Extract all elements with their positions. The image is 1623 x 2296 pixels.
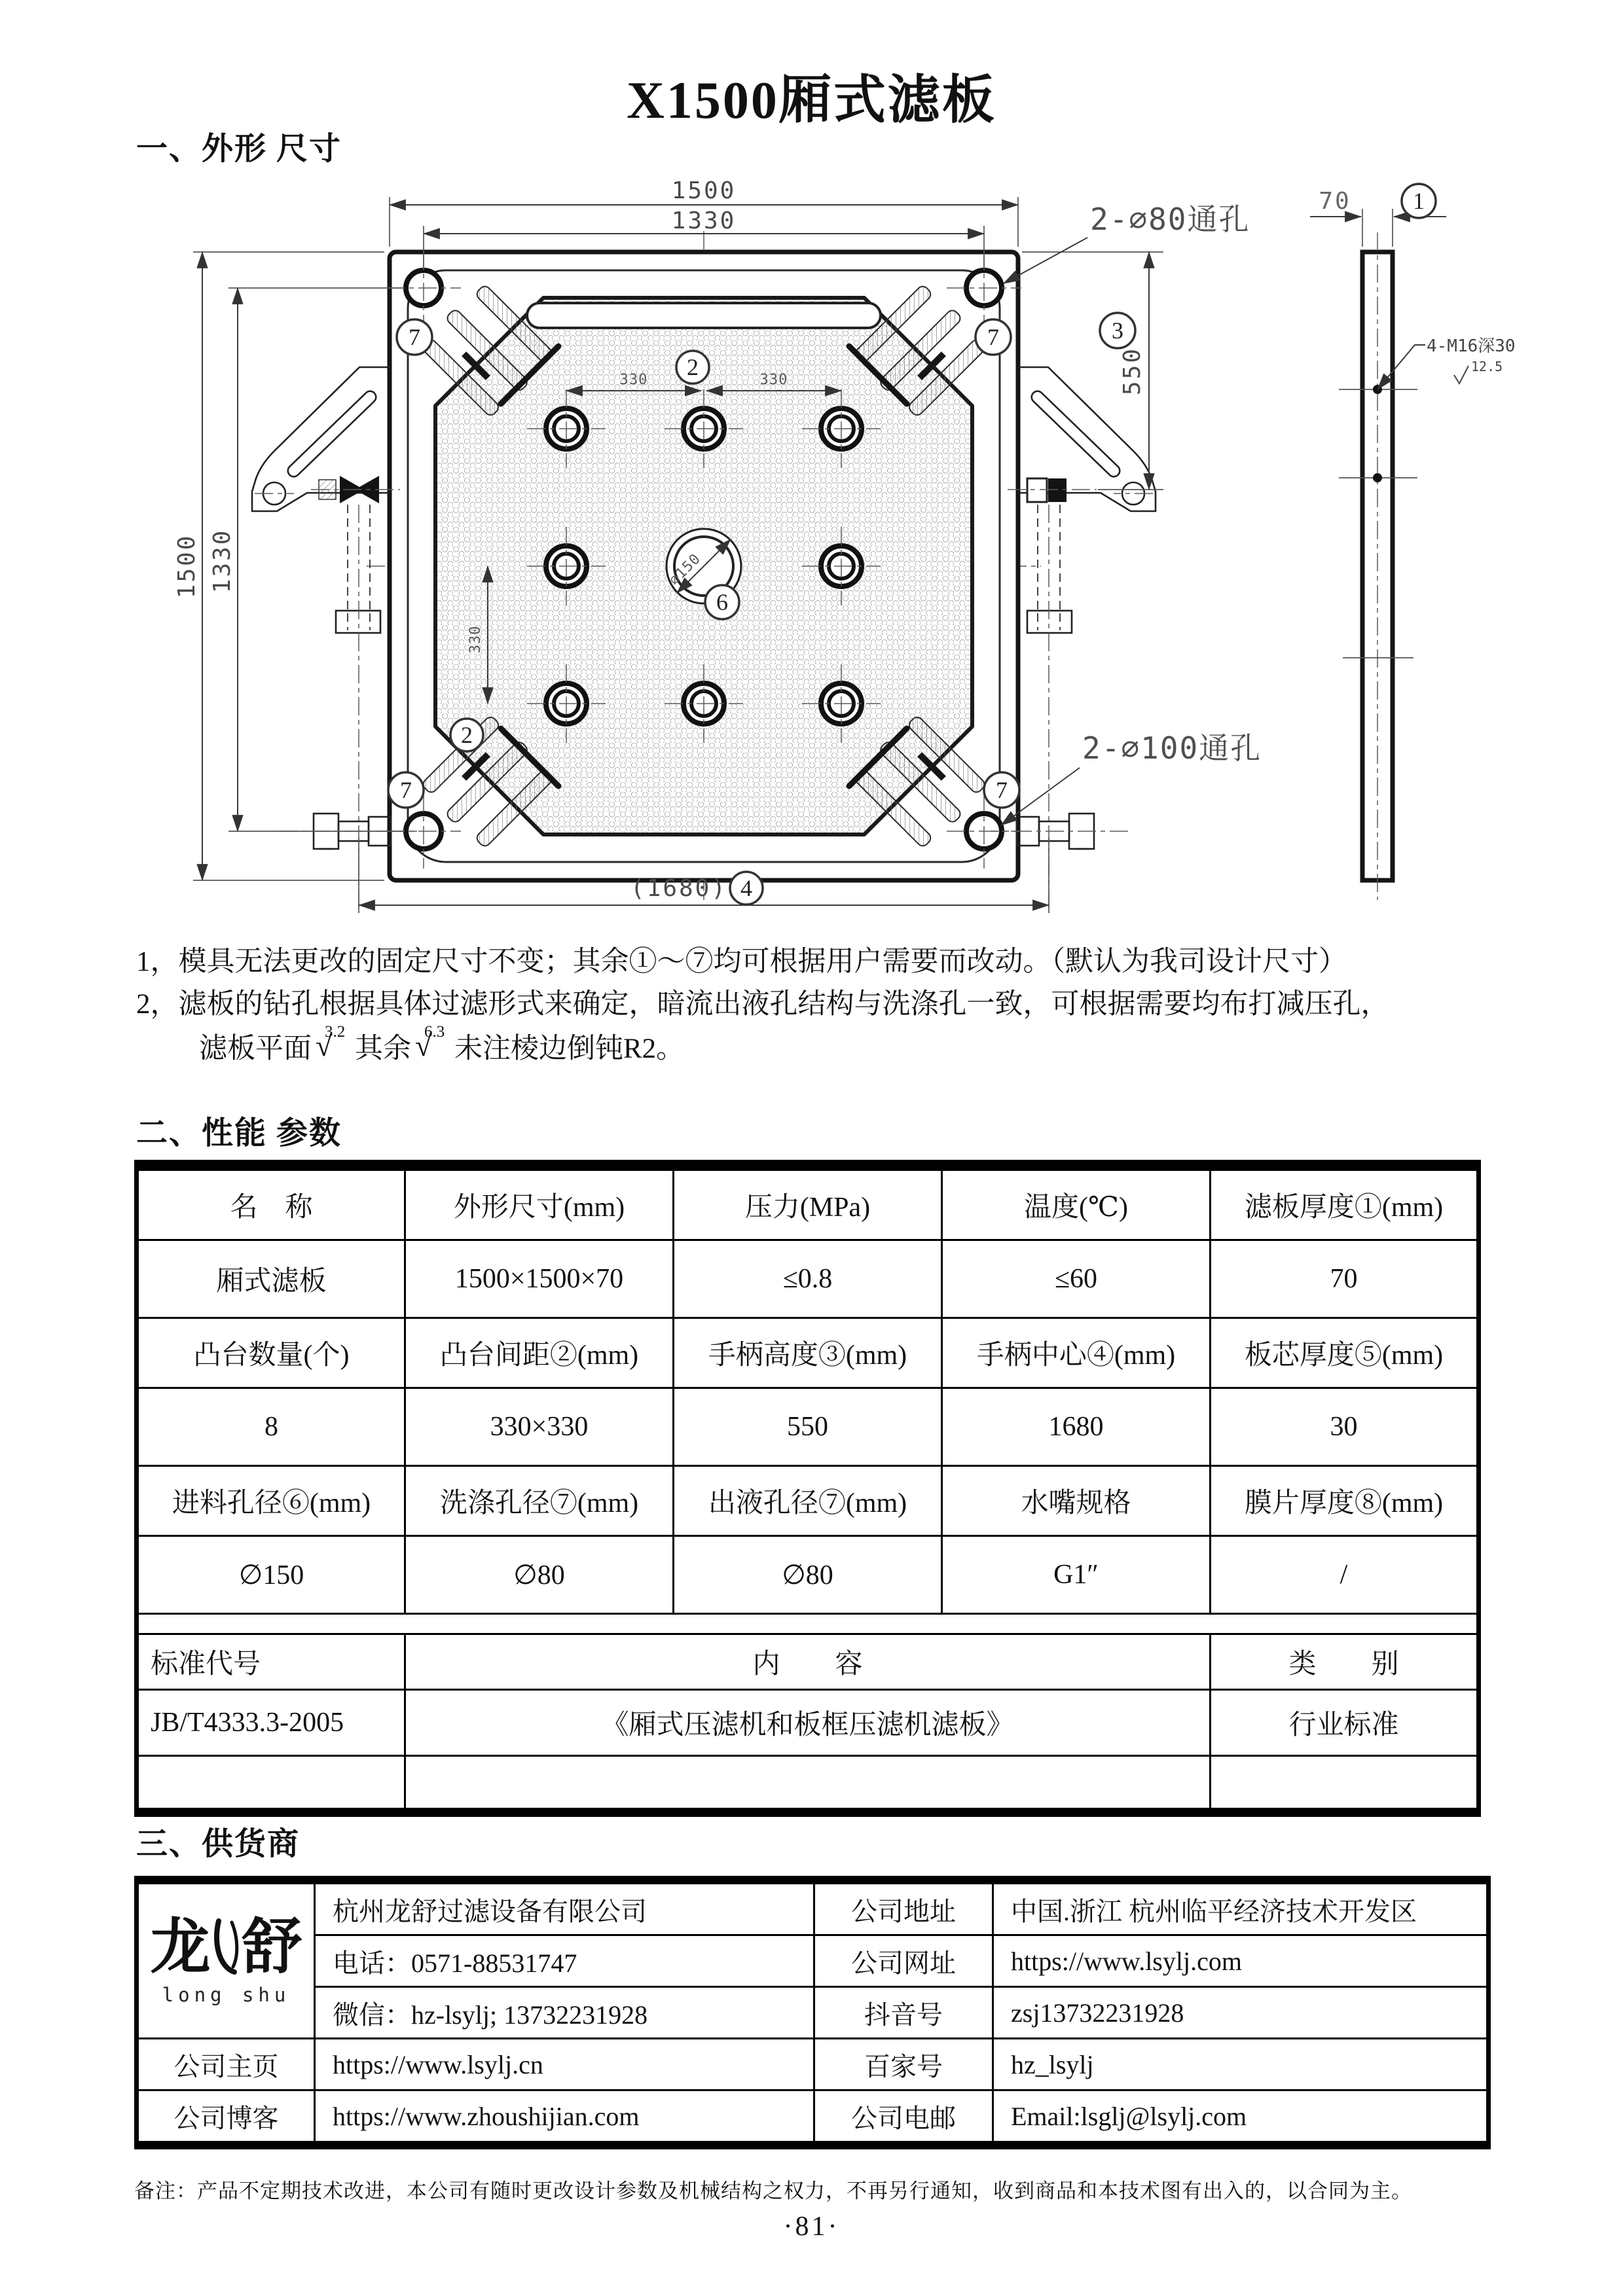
svg-text:2-∅80通孔: 2-∅80通孔: [1090, 202, 1250, 237]
param-header-cell: 凸台间距②(mm): [405, 1318, 674, 1388]
svg-text:2: 2: [687, 354, 699, 380]
svg-text:550: 550: [1119, 346, 1146, 396]
param-header-cell: 水嘴规格: [942, 1466, 1211, 1536]
svg-text:2: 2: [461, 722, 473, 748]
param-header-cell: 洗涤孔径⑦(mm): [405, 1466, 674, 1536]
table-row: [137, 2090, 1489, 2145]
supplier-table: [134, 1876, 1491, 2149]
logo-swoosh-icon: [212, 1916, 241, 1979]
param-value-cell: 8: [137, 1388, 405, 1466]
svg-text:330: 330: [619, 372, 648, 388]
value-blog: https://www.zhoushijian.com: [315, 2090, 814, 2145]
svg-text:7: 7: [409, 324, 420, 350]
svg-text:4-M16深30: 4-M16深30: [1427, 336, 1516, 356]
roughness-symbol-63: 6.3 √: [415, 1023, 445, 1062]
standard-code-header: 标准代号: [137, 1634, 405, 1690]
svg-text:(1680): (1680): [630, 875, 728, 902]
table-row: [137, 2039, 1489, 2090]
logo-char-shu: 舒: [242, 1914, 302, 1981]
note-line-3: 滤板平面 3.2 √ 其余 6.3 √ 未注棱边倒钝R2。: [199, 1023, 685, 1064]
section-heading-dimensions: 一、外形 尺寸: [136, 132, 342, 166]
svg-text:6: 6: [716, 589, 728, 615]
param-header-cell: 滤板厚度①(mm): [1211, 1166, 1479, 1240]
callout-holes-100: [1001, 730, 1262, 825]
label-homepage: 公司主页: [137, 2039, 315, 2090]
table-row: [137, 1634, 1479, 1690]
note-line-2: 2，滤板的钻孔根据具体过滤形式来确定，暗流出液孔结构与洗涤孔一致，可根据需要均布打减压孔，: [136, 988, 1389, 1020]
param-header-cell: 名 称: [137, 1166, 405, 1240]
company-logo: [137, 1880, 315, 2039]
svg-text:12.5: 12.5: [1471, 359, 1503, 374]
company-name: 杭州龙舒过滤设备有限公司: [315, 1880, 814, 1935]
dim-thickness-70: [1310, 184, 1446, 247]
label-address: 公司地址: [814, 1880, 993, 1935]
note-line-1: 1，模具无法更改的固定尺寸不变；其余①～⑦均可根据用户需要而改动。（默认为我司设计尺寸）: [136, 946, 1347, 977]
svg-text:2-∅100通孔: 2-∅100通孔: [1082, 730, 1262, 766]
plan-view: [173, 177, 1262, 913]
section-heading-parameters: 二、性能 参数: [136, 1116, 342, 1151]
dim-right-550: [1022, 252, 1163, 490]
logo-latin: long shu: [162, 1984, 291, 2006]
page-title: X1500厢式滤板: [627, 72, 996, 130]
company-phone: 电话：0571-88531747: [315, 1935, 814, 1987]
param-value-cell: 70: [1211, 1240, 1479, 1318]
table-row: [137, 1880, 1489, 1935]
param-value-cell: G1″: [942, 1536, 1211, 1614]
param-value-cell: 550: [674, 1388, 942, 1466]
param-header-cell: 手柄中心④(mm): [942, 1318, 1211, 1388]
value-douyin: zsj13732231928: [993, 1987, 1489, 2039]
balloon-4: 4: [740, 875, 752, 901]
company-wechat: 微信：hz-lsylj; 13732231928: [315, 1987, 814, 2039]
param-header-cell: 压力(MPa): [674, 1166, 942, 1240]
param-value-cell: ≤0.8: [674, 1240, 942, 1318]
svg-text:7: 7: [987, 324, 999, 350]
standard-content-header: 内 容: [405, 1634, 1211, 1690]
standard-code-value: JB/T4333.3-2005: [137, 1690, 405, 1756]
param-value-cell: 1500×1500×70: [405, 1240, 674, 1318]
top-channel-slot: [527, 303, 881, 328]
filter-plate-drawing: [108, 173, 1516, 913]
empty-row: [137, 1756, 1479, 1813]
dim-left-1330: [209, 288, 404, 831]
param-value-cell: /: [1211, 1536, 1479, 1614]
separator-row: [137, 1614, 1479, 1634]
param-value-cell: ∅80: [674, 1536, 942, 1614]
callout-holes-80: [1004, 202, 1250, 283]
page-number: ·81·: [783, 2212, 840, 2242]
callout-tap-holes: [1377, 336, 1516, 389]
param-value-cell: 330×330: [405, 1388, 674, 1466]
svg-text:70: 70: [1319, 188, 1351, 215]
param-value-cell: ≤60: [942, 1240, 1211, 1318]
svg-text:1500: 1500: [173, 533, 200, 599]
value-homepage: https://www.lsylj.cn: [315, 2039, 814, 2090]
value-email: Email:lsglj@lsylj.com: [993, 2090, 1489, 2145]
svg-text:1500: 1500: [671, 177, 737, 204]
balloon-3: 3: [1112, 317, 1123, 344]
dim-left-1500: [173, 252, 384, 880]
param-value-cell: 1680: [942, 1388, 1211, 1466]
param-value-cell: ∅80: [405, 1536, 674, 1614]
balloon-1: 1: [1413, 188, 1425, 214]
table-row: [137, 1166, 1479, 1240]
label-email: 公司电邮: [814, 2090, 993, 2145]
table-row: [137, 1240, 1479, 1318]
param-value-cell: 厢式滤板: [137, 1240, 405, 1318]
param-header-cell: 温度(℃): [942, 1166, 1211, 1240]
svg-text:1330: 1330: [671, 207, 737, 234]
table-row: [137, 1466, 1479, 1536]
footnote: 备注：产品不定期技术改进，本公司有随时更改设计参数及机械结构之权力，不再另行通知，收到商品和本技术图有出入的，以合同为主。: [134, 2179, 1412, 2202]
param-header-cell: 进料孔径⑥(mm): [137, 1466, 405, 1536]
value-baijiahao: hz_lsylj: [993, 2039, 1489, 2090]
label-website: 公司网址: [814, 1935, 993, 1987]
svg-text:7: 7: [996, 777, 1008, 803]
param-value-cell: ∅150: [137, 1536, 405, 1614]
table-row: [137, 1987, 1489, 2039]
param-header-cell: 凸台数量(个): [137, 1318, 405, 1388]
logo-char-long: 龙: [150, 1914, 211, 1981]
standard-content-value: 《厢式压滤机和板框压滤机滤板》: [405, 1690, 1211, 1756]
value-address: 中国.浙江 杭州临平经济技术开发区: [993, 1880, 1489, 1935]
section-heading-supplier: 三、供货商: [136, 1827, 301, 1861]
param-header-cell: 外形尺寸(mm): [405, 1166, 674, 1240]
param-header-cell: 手柄高度③(mm): [674, 1318, 942, 1388]
label-baijiahao: 百家号: [814, 2039, 993, 2090]
svg-text:330: 330: [467, 625, 484, 654]
param-value-cell: 30: [1211, 1388, 1479, 1466]
feed-diameter-label: ∅150: [666, 550, 704, 589]
roughness-symbol-32: 3.2 √: [316, 1023, 346, 1062]
table-row: [137, 1318, 1479, 1388]
performance-table: [134, 1160, 1481, 1817]
param-header-cell: 出液孔径⑦(mm): [674, 1466, 942, 1536]
svg-text:1330: 1330: [209, 528, 236, 594]
table-row: [137, 1536, 1479, 1614]
standard-category-header: 类 别: [1211, 1634, 1479, 1690]
param-header-cell: 板芯厚度⑤(mm): [1211, 1318, 1479, 1388]
param-header-cell: 膜片厚度⑧(mm): [1211, 1466, 1479, 1536]
label-blog: 公司博客: [137, 2090, 315, 2145]
label-douyin: 抖音号: [814, 1987, 993, 2039]
value-website: https://www.lsylj.com: [993, 1935, 1489, 1987]
table-row: [137, 1388, 1479, 1466]
svg-text:7: 7: [400, 777, 412, 803]
side-view: [1310, 184, 1516, 900]
table-row: [137, 1935, 1489, 1987]
drawing-notes: [136, 941, 1518, 1071]
table-row: [137, 1690, 1479, 1756]
standard-category-value: 行业标准: [1211, 1690, 1479, 1756]
svg-text:330: 330: [759, 372, 788, 388]
